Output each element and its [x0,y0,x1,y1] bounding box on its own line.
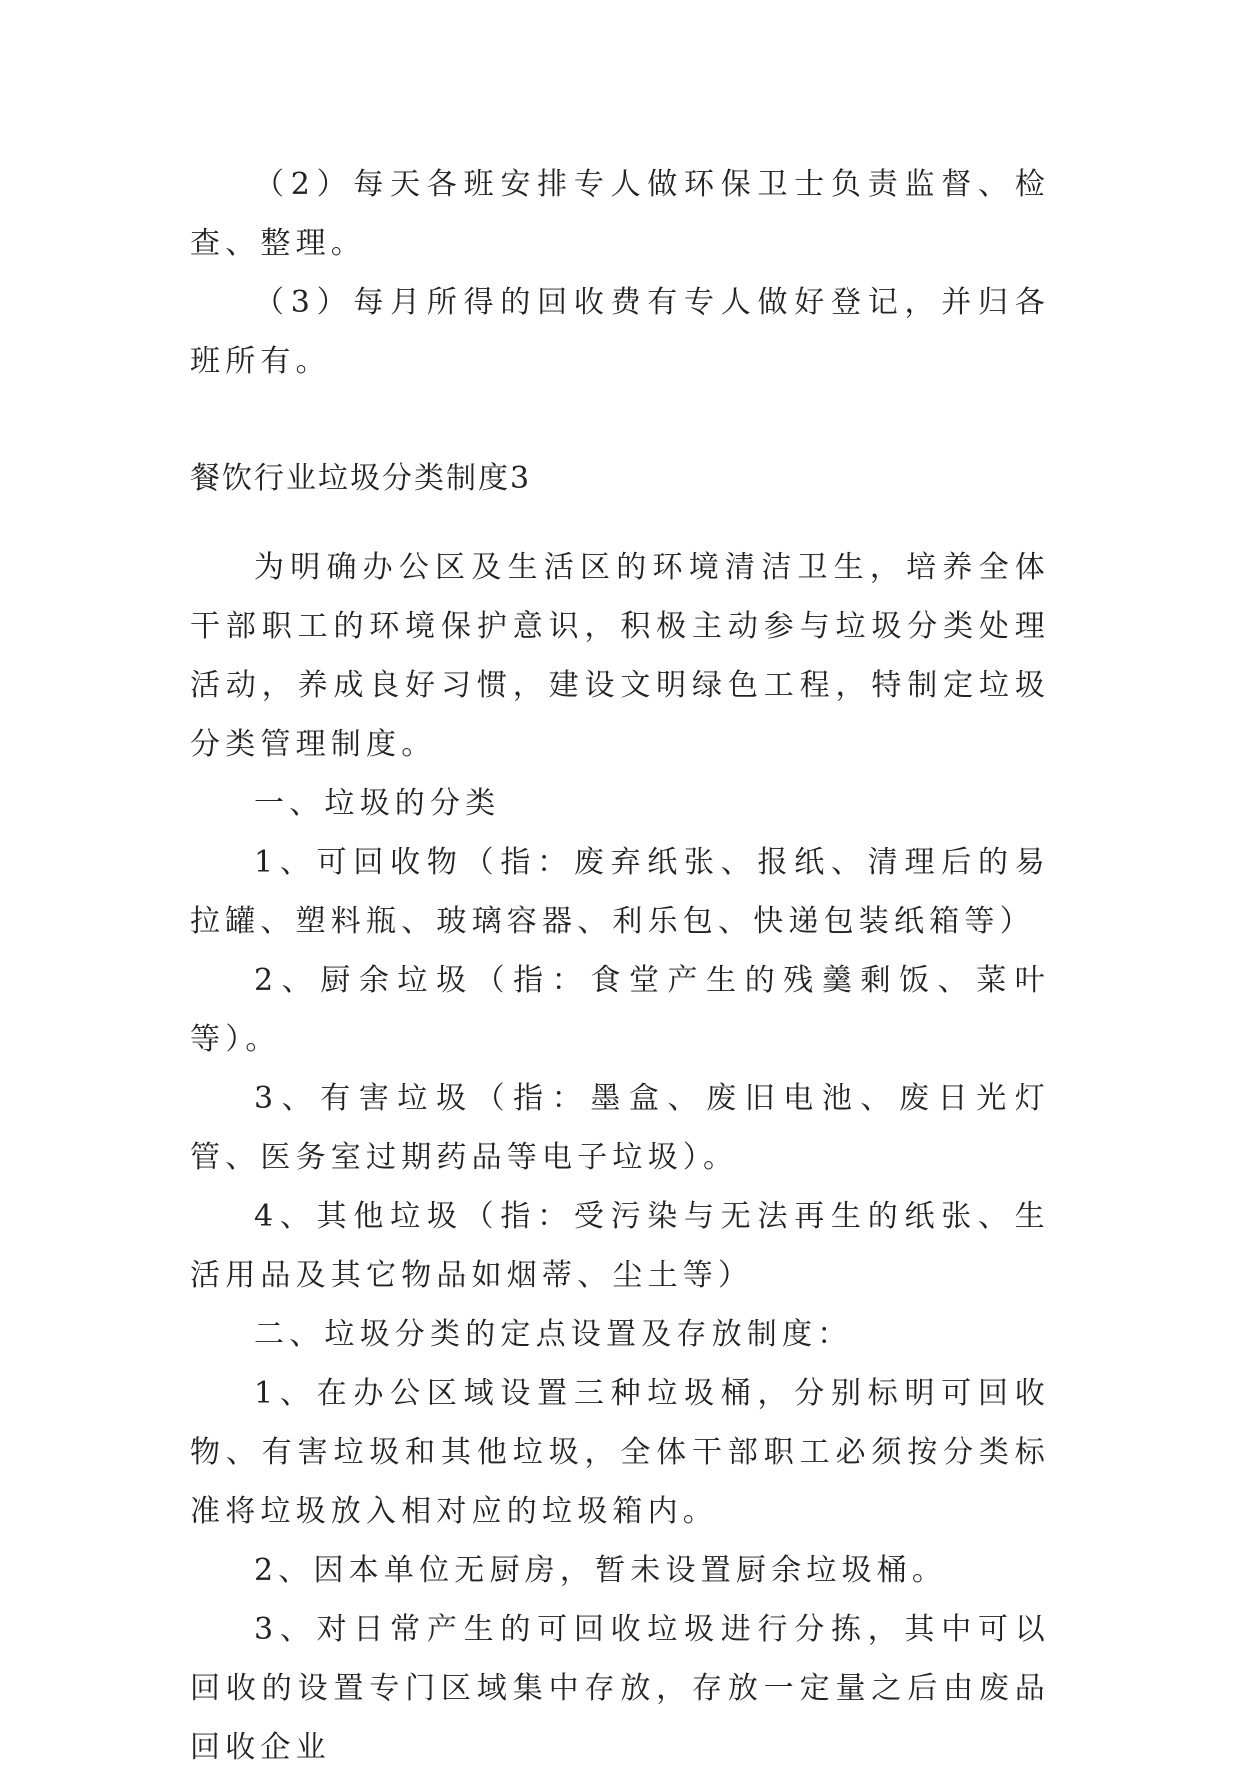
list-item-recyclables: 1、可回收物（指：废弃纸张、报纸、清理后的易拉罐、塑料瓶、玻璃容器、利乐包、快递包装纸箱等） [190,845,1050,939]
list-item-sorting: 3、对日常产生的可回收垃圾进行分拣，其中可以回收的设置专门区域集中存放，存放一定量之后由废品回收企业 [190,1612,1050,1765]
list-item-kitchen-waste: 2、厨余垃圾（指：食堂产生的残羹剩饭、菜叶等）。 [190,963,1050,1057]
list-item-bins: 1、在办公区域设置三种垃圾桶，分别标明可回收物、有害垃圾和其他垃圾，全体干部职工必须按分类标准将垃圾放入相对应的垃圾箱内。 [190,1376,1050,1529]
paragraph-item-3: （3）每月所得的回收费有专人做好登记，并归各班所有。 [190,285,1050,379]
paragraph-item-2: （2）每天各班安排专人做环保卫士负责监督、检查、整理。 [190,167,1050,261]
intro-paragraph: 为明确办公区及生活区的环境清洁卫生，培养全体干部职工的环境保护意识，积极主动参与垃圾分类处理活动，养成良好习惯，建设文明绿色工程，特制定垃圾分类管理制度。 [190,550,1050,762]
section-heading-classification: 一、垃圾的分类 [254,786,501,821]
document-page [190,155,1050,1777]
section-title: 餐饮行业垃圾分类制度3 [190,461,532,496]
list-item-other-waste: 4、其他垃圾（指：受污染与无法再生的纸张、生活用品及其它物品如烟蒂、尘土等） [190,1199,1050,1293]
list-item-hazardous-waste: 3、有害垃圾（指：墨盒、废旧电池、废日光灯管、医务室过期药品等电子垃圾）。 [190,1081,1050,1175]
section-heading-storage: 二、垃圾分类的定点设置及存放制度： [254,1317,853,1352]
list-item-no-kitchen: 2、因本单位无厨房，暂未设置厨余垃圾桶。 [254,1553,948,1588]
